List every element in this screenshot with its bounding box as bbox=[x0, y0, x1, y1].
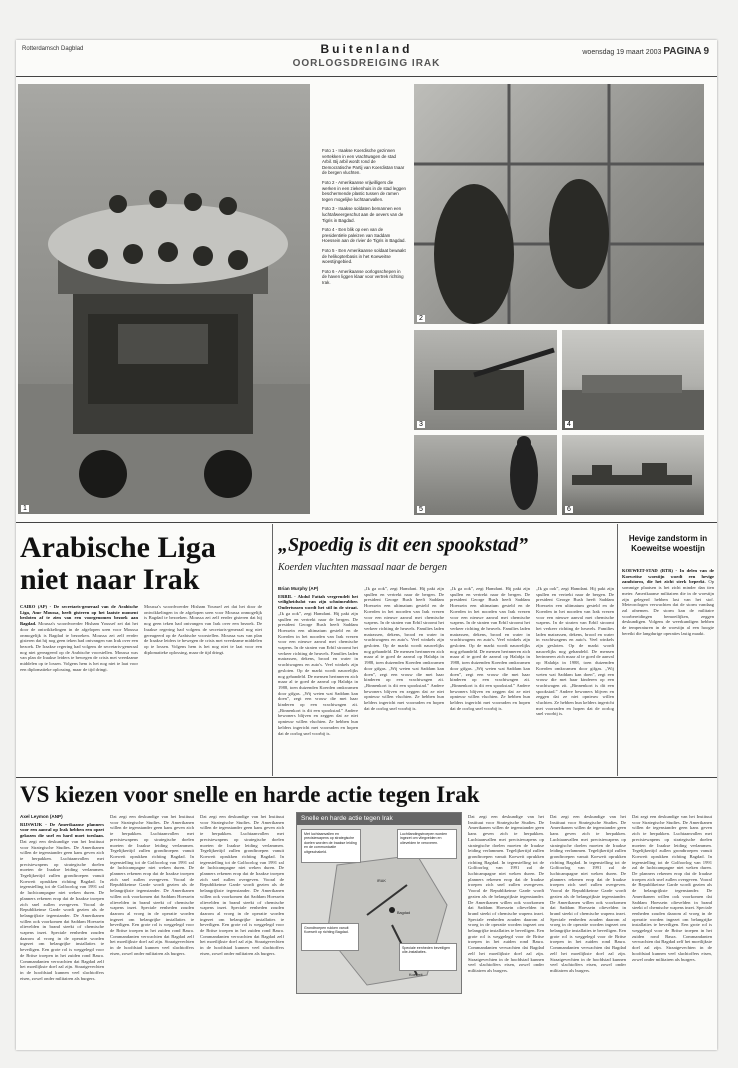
photo-number-5: 5 bbox=[419, 506, 423, 513]
photo-refugee-truck bbox=[18, 84, 310, 514]
article-spookstad-col4 bbox=[536, 586, 614, 774]
infographic-step-4: Speciale eenheden beveiligen olie-installaties. bbox=[399, 943, 457, 971]
infographic-step-3: Grondtroepen rukken vanuit Koeweit op richting Bagdad. bbox=[301, 923, 359, 951]
article4-body-cont4: Dat zegt een deskundige van het Instituut voor Strategische Studies. De Amerikanen willen de tegenstander geen kans geven zich te herpakken. Luchtaanvallen met precisiewapens op strategische doelen moeten de Iraakse leiding verlammen. Tegelijkertijd zullen grondtroepen vanuit Koeweit oprukken richting Bagdad. In tegenstelling tot de Golfoorlog van 1991 zal de luchtcampagne niet weken duren. De planners rekenen erop dat de Iraakse troepen zich snel zullen overgeven. Vooral de Republikeinse Garde wordt gezien als de belangrijkste tegenstander. De Amerikanen willen ook voorkomen dat Saddam Hoessein olievelden in brand steekt of chemische wapens inzet. Speciale eenheden zouden daarom al vroeg in de operatie worden ingezet om belangrijke installaties te beveiligen. Een grote rol is weggelegd voor de Britse troepen in het zuiden rond Basra. Commandanten verwachten dat Bagdad zelf het moeilijkste doel zal zijn. Straatgevechten in de hoofdstad kunnen veel slachtoffers eisen, zowel onder militairen als burgers. bbox=[550, 814, 626, 973]
issue-date: woensdag 19 maart 2003 bbox=[582, 49, 662, 56]
photo-anti-aircraft-gun bbox=[414, 330, 557, 430]
article1-lead: CAIRO (AP) - De secretaris-generaal van de Arabische Liga, Amr Moussa, heeft gisteren op het laatste moment besloten af te zien van een voorgenomen bezoek aan Bagdad. bbox=[20, 604, 138, 627]
photo-captions bbox=[322, 148, 406, 289]
caption-3: Foto 3 - Iraakse soldaten bemannen een luchtafweergeschut aan de oevers van de Tigris in Bagdad. bbox=[322, 206, 404, 223]
newspaper-page bbox=[16, 40, 717, 1050]
infographic-title: Snelle en harde actie tegen Irak bbox=[297, 813, 461, 825]
section-title: Buitenland bbox=[320, 42, 413, 56]
article-vs-col1 bbox=[20, 814, 104, 1044]
caption-4: Foto 4 - Een blik op een van de presidentiële paleizen van Saddam Hoessein aan de rivier de Tigris in Bagdad. bbox=[322, 227, 406, 244]
article-spookstad-col2 bbox=[364, 586, 444, 774]
article1-body-cont: Moussa's woordvoerder Hisham Youssef zei dat het door de ontwikkelingen in de afgelopen uren voor Moussa onmogelijk is Bagdad te bezoeken. Moussa zei zelf eerder gisteren dat hij nog geen teken had ontvangen van Irak over een bezoek. De Iraakse regering had volgens de secretaris-generaal nog niet gereageerd op de Arabische voorstellen. Moussa was van plan de Iraakse leiders te bewegen de crisis met vreedzame middelen op te lossen. Volgens hem is het nog niet te laat voor een diplomatieke oplossing, maar de tijd dringt. bbox=[144, 604, 262, 655]
date-and-page bbox=[582, 46, 709, 57]
photo-hospital-window bbox=[414, 84, 704, 324]
article-arabische-liga-col1 bbox=[20, 604, 138, 774]
photo-palace-tigris bbox=[562, 330, 704, 430]
caption-5: Foto 5 - Een Amerikaanse soldaat bewaakt de helikopterbasis in het Koeweitse woestijngebied. bbox=[322, 247, 406, 265]
article-vs-col3 bbox=[200, 814, 284, 1044]
article-zandstorm bbox=[622, 568, 714, 774]
article2-lead: ERBIL - Abdul Fattah vergrendelt het veiligheidsslot van zijn schuimrubber. Ondertussen wordt het stil in de straat. bbox=[278, 593, 358, 611]
article4-byline: Axel Leymon (ANP) bbox=[20, 814, 63, 819]
article3-body: Op sommige plaatsen is het zicht minder dan tien meter. Amerikaanse militairen die in de woestijn zijn gelegerd hebben last van het stof. Meteorologen verwachten dat de storm vandaag zal afnemen. De storm kan de militaire voorbereidingen bemoeilijken, zeggen deskundigen. Volgens de weerkundigen hebben de temperaturen in de woestijn al een hoogte bereikt die langdurige operaties lastig maakt. bbox=[622, 579, 714, 636]
article-arabische-liga-col2 bbox=[144, 604, 262, 774]
page-number: 9 bbox=[703, 46, 709, 57]
article4-body-cont1: Dat zegt een deskundige van het Instituut voor Strategische Studies. De Amerikanen willen de tegenstander geen kans geven zich te herpakken. Luchtaanvallen met precisiewapens op strategische doelen moeten de Iraakse leiding verlammen. Tegelijkertijd zullen grondtroepen vanuit Koeweit oprukken richting Bagdad. In tegenstelling tot de Golfoorlog van 1991 zal de luchtcampagne niet weken duren. De planners rekenen erop dat de Iraakse troepen zich snel zullen overgeven. Vooral de Republikeinse Garde wordt gezien als de belangrijkste tegenstander. De Amerikanen willen ook voorkomen dat Saddam Hoessein olievelden in brand steekt of chemische wapens inzet. Speciale eenheden zouden daarom al vroeg in de operatie worden ingezet om belangrijke installaties te beveiligen. Een grote rol is weggelegd voor de Britse troepen in het zuiden rond Basra. Commandanten verwachten dat Bagdad zelf het moeilijkste doel zal zijn. Straatgevechten in de hoofdstad kunnen veel slachtoffers eisen, zowel onder militairen als burgers. bbox=[110, 814, 194, 956]
article4-body-cont3: Dat zegt een deskundige van het Instituut voor Strategische Studies. De Amerikanen willen de tegenstander geen kans geven zich te herpakken. Luchtaanvallen met precisiewapens op strategische doelen moeten de Iraakse leiding verlammen. Tegelijkertijd zullen grondtroepen vanuit Koeweit oprukken richting Bagdad. In tegenstelling tot de Golfoorlog van 1991 zal de luchtcampagne niet weken duren. De planners rekenen erop dat de Iraakse troepen zich snel zullen overgeven. Vooral de Republikeinse Garde wordt gezien als de belangrijkste tegenstander. De Amerikanen willen ook voorkomen dat Saddam Hoessein olievelden in brand steekt of chemische wapens inzet. Speciale eenheden zouden daarom al vroeg in de operatie worden ingezet om belangrijke installaties te beveiligen. Een grote rol is weggelegd voor de Britse troepen in het zuiden rond Basra. Commandanten verwachten dat Bagdad zelf het moeilijkste doel zal zijn. Straatgevechten in de hoofdstad kunnen veel slachtoffers eisen, zowel onder militairen als burgers. bbox=[468, 814, 544, 973]
article3-lead: KOEWEIT-STAD (RTR) - In delen van de Koeweitse woestijn woedt een hevige zandstorm, die het zicht sterk beperkt. bbox=[622, 568, 714, 585]
page-label: PAGINA bbox=[663, 46, 702, 57]
photo-number-4: 4 bbox=[567, 421, 571, 428]
infographic-step-1: Met luchtaanvallen en precisiewapens op strategische doelen worden de Iraakse leiding en de communicatie uitgeschakeld. bbox=[301, 829, 361, 863]
article2-body: „Ik ga ook”, zegt Hamdani. Hij pakt zijn spullen en vertrekt naar de bergen. De president George Bush heeft Saddam Hoessein een ultimatum gesteld en de Koerden in het noorden van Irak vrezen voor een nieuwe aanval met chemische wapens. In de straten van Erbil stroomt het verkeer richting de heuvels. Families laden matrassen, dekens, brood en water in vrachtwagens en auto's. Veel winkels zijn gesloten. Op de markt wordt nauwelijks nog gehandeld. De mensen herinneren zich maar al te goed de aanval op Halabja in 1988, toen duizenden Koerden omkwamen door gifgas. „Wij weten wat Saddam kan doen”, zegt een vrouw die met haar kinderen op een vrachtwagen zit. „Binnenkort is dit een spookstad.” Andere bewoners blijven en zeggen dat ze niet opnieuw willen vluchten. Ze hebben hun kelders ingericht met voorraden en hopen dat de oorlog snel voorbij is. bbox=[278, 610, 358, 736]
headline-spookstad: „Spoedig is dit een spookstad” bbox=[278, 534, 529, 556]
article1-body: Moussa's woordvoerder Hisham Youssef zei dat het door de ontwikkelingen in de afgelopen uren voor Moussa onmogelijk is Bagdad te bezoeken. Moussa zei zelf eerder gisteren dat hij nog geen teken had ontvangen van Irak over een bezoek. De Iraakse regering had volgens de secretaris-generaal nog niet gereageerd op de Arabische voorstellen. Moussa was van plan de Iraakse leiders te bewegen de crisis met vreedzame middelen op te lossen. Volgens hem is het nog niet te laat voor een diplomatieke oplossing, maar de tijd dringt. bbox=[20, 621, 138, 672]
article4-body-cont5: Dat zegt een deskundige van het Instituut voor Strategische Studies. De Amerikanen willen de tegenstander geen kans geven zich te herpakken. Luchtaanvallen met precisiewapens op strategische doelen moeten de Iraakse leiding verlammen. Tegelijkertijd zullen grondtroepen vanuit Koeweit oprukken richting Bagdad. In tegenstelling tot de Golfoorlog van 1991 zal de luchtcampagne niet weken duren. De planners rekenen erop dat de Iraakse troepen zich snel zullen overgeven. Vooral de Republikeinse Garde wordt gezien als de belangrijkste tegenstander. De Amerikanen willen ook voorkomen dat Saddam Hoessein olievelden in brand steekt of chemische wapens inzet. Speciale eenheden zouden daarom al vroeg in de operatie worden ingezet om belangrijke installaties te beveiligen. Een grote rol is weggelegd voor de Britse troepen in het zuiden rond Basra. Commandanten verwachten dat Bagdad zelf het moeilijkste doel zal zijn. Straatgevechten in de hoofdstad kunnen veel slachtoffers eisen, zowel onder militairen als burgers. bbox=[632, 814, 712, 962]
map-label-kuwait: Koeweit bbox=[409, 973, 423, 977]
photo-number-6: 6 bbox=[567, 506, 571, 513]
article4-lead: RIJSWIJK - De Amerikaanse planners voor een aanval op Irak hebben een opzet gekozen die snel en hard moet toeslaan. bbox=[20, 821, 104, 839]
article2-body-cont1: „Ik ga ook”, zegt Hamdani. Hij pakt zijn spullen en vertrekt naar de bergen. De president George Bush heeft Saddam Hoessein een ultimatum gesteld en de Koerden in het noorden van Irak vrezen voor een nieuwe aanval met chemische wapens. In de straten van Erbil stroomt het verkeer richting de heuvels. Families laden matrassen, dekens, brood en water in vrachtwagens en auto's. Veel winkels zijn gesloten. Op de markt wordt nauwelijks nog gehandeld. De mensen herinneren zich maar al te goed de aanval op Halabja in 1988, toen duizenden Koerden omkwamen door gifgas. „Wij weten wat Saddam kan doen”, zegt een vrouw die met haar kinderen op een vrachtwagen zit. „Binnenkort is dit een spookstad.” Andere bewoners blijven en zeggen dat ze niet opnieuw willen vluchten. Ze hebben hun kelders ingericht met voorraden en hopen dat de oorlog snel voorbij is. bbox=[364, 586, 444, 711]
article-vs-col5 bbox=[550, 814, 626, 1044]
article-spookstad-col3 bbox=[450, 586, 530, 774]
article2-body-cont2: „Ik ga ook”, zegt Hamdani. Hij pakt zijn spullen en vertrekt naar de bergen. De president George Bush heeft Saddam Hoessein een ultimatum gesteld en de Koerden in het noorden van Irak vrezen voor een nieuwe aanval met chemische wapens. In de straten van Erbil stroomt het verkeer richting de heuvels. Families laden matrassen, dekens, brood en water in vrachtwagens en auto's. Veel winkels zijn gesloten. Op de markt wordt nauwelijks nog gehandeld. De mensen herinneren zich maar al te goed de aanval op Halabja in 1988, toen duizenden Koerden omkwamen door gifgas. „Wij weten wat Saddam kan doen”, zegt een vrouw die met haar kinderen op een vrachtwagen zit. „Binnenkort is dit een spookstad.” Andere bewoners blijven en zeggen dat ze niet opnieuw willen vluchten. Ze hebben hun kelders ingericht met voorraden en hopen dat de oorlog snel voorbij is. bbox=[450, 586, 530, 711]
divider-v2 bbox=[617, 524, 618, 776]
photo-warships-harbour bbox=[562, 435, 704, 515]
photo-soldier-guard bbox=[414, 435, 557, 515]
article4-body-cont2: Dat zegt een deskundige van het Instituut voor Strategische Studies. De Amerikanen willen de tegenstander geen kans geven zich te herpakken. Luchtaanvallen met precisiewapens op strategische doelen moeten de Iraakse leiding verlammen. Tegelijkertijd zullen grondtroepen vanuit Koeweit oprukken richting Bagdad. In tegenstelling tot de Golfoorlog van 1991 zal de luchtcampagne niet weken duren. De planners rekenen erop dat de Iraakse troepen zich snel zullen overgeven. Vooral de Republikeinse Garde wordt gezien als de belangrijkste tegenstander. De Amerikanen willen ook voorkomen dat Saddam Hoessein olievelden in brand steekt of chemische wapens inzet. Speciale eenheden zouden daarom al vroeg in de operatie worden ingezet om belangrijke installaties te beveiligen. Een grote rol is weggelegd voor de Britse troepen in het zuiden rond Basra. Commandanten verwachten dat Bagdad zelf het moeilijkste doel zal zijn. Straatgevechten in de hoofdstad kunnen veel slachtoffers eisen, zowel onder militairen als burgers. bbox=[200, 814, 284, 956]
infographic-step-2: Luchtlandingstroepen worden ingezet om vliegvelden en olievelden te veroveren. bbox=[397, 829, 457, 859]
article2-byline: Brian Murphy (AP) bbox=[278, 586, 319, 591]
article-vs-col4 bbox=[468, 814, 544, 1044]
subhead-spookstad: Koerden vluchten massaal naar de bergen bbox=[278, 562, 447, 573]
article-vs-col2 bbox=[110, 814, 194, 1044]
caption-1: Foto 1 - Iraakse Koerdische gezinnen vertekken in een vrachtwagen de stad Arbil. Bij arbil wordt rond de Democratische Partij van Koerdistan tnaar de bergen vluchten. bbox=[322, 148, 405, 176]
divider-top bbox=[16, 522, 717, 523]
article4-body: Dat zegt een deskundige van het Instituut voor Strategische Studies. De Amerikanen willen de tegenstander geen kans geven zich te herpakken. Luchtaanvallen met precisiewapens op strategische doelen moeten de Iraakse leiding verlammen. Tegelijkertijd zullen grondtroepen vanuit Koeweit oprukken richting Bagdad. In tegenstelling tot de Golfoorlog van 1991 zal de luchtcampagne niet weken duren. De planners rekenen erop dat de Iraakse troepen zich snel zullen overgeven. Vooral de Republikeinse Garde wordt gezien als de belangrijkste tegenstander. De Amerikanen willen ook voorkomen dat Saddam Hoessein olievelden in brand steekt of chemische wapens inzet. Speciale eenheden zouden daarom al vroeg in de operatie worden ingezet om belangrijke installaties te beveiligen. Een grote rol is weggelegd voor de Britse troepen in het zuiden rond Basra. Commandanten verwachten dat Bagdad zelf het moeilijkste doel zal zijn. Straatgevechten in de hoofdstad kunnen veel slachtoffers eisen, zowel onder militairen als burgers. bbox=[20, 838, 104, 981]
divider-mid bbox=[16, 777, 717, 778]
caption-2: Foto 2 - Amerikaanse vrijwilligers die werken in een ziekenhuis in de stad leggen beschermende plastic tussen de ramen tegen mogelijke luchtaanvallen. bbox=[322, 179, 406, 202]
headline-arabische-liga: Arabische Liga niet naar Irak bbox=[20, 531, 216, 596]
divider-v1 bbox=[272, 524, 273, 776]
caption-6: Foto 6 - Amerikaanse oorlogsschepen in de haven liggen klaar voor vertrek richting Irak. bbox=[322, 268, 404, 285]
infographic-map bbox=[296, 812, 462, 994]
headline-vs-kiezen: VS kiezen voor snelle en harde actie tegen Irak bbox=[20, 782, 480, 807]
article-spookstad-col1 bbox=[278, 586, 358, 774]
article2-body-cont3: „Ik ga ook”, zegt Hamdani. Hij pakt zijn spullen en vertrekt naar de bergen. De president George Bush heeft Saddam Hoessein een ultimatum gesteld en de Koerden in het noorden van Irak vrezen voor een nieuwe aanval met chemische wapens. In de straten van Erbil stroomt het verkeer richting de heuvels. Families laden matrassen, dekens, brood en water in vrachtwagens en auto's. Veel winkels zijn gesloten. Op de markt wordt nauwelijks nog gehandeld. De mensen herinneren zich maar al te goed de aanval op Halabja in 1988, toen duizenden Koerden omkwamen door gifgas. „Wij weten wat Saddam kan doen”, zegt een vrouw die met haar kinderen op een vrachtwagen zit. „Binnenkort is dit een spookstad.” Andere bewoners blijven en zeggen dat ze niet opnieuw willen vluchten. Ze hebben hun kelders ingericht met voorraden en hopen dat de oorlog snel voorbij is. bbox=[536, 586, 614, 717]
page-header bbox=[16, 40, 717, 77]
photo-number-2: 2 bbox=[419, 315, 423, 322]
section-subtitle: OORLOGSDREIGING IRAK bbox=[292, 58, 441, 69]
publication-name: Rotterdamsch Dagblad bbox=[22, 46, 84, 52]
headline-zandstorm: Hevige zandstorm in Koeweitse woestijn bbox=[628, 534, 708, 553]
map-label-iraq: IRAK bbox=[377, 879, 386, 883]
map-label-baghdad: Bagdad bbox=[397, 911, 411, 915]
article-vs-col6 bbox=[632, 814, 712, 1044]
photo-number-1: 1 bbox=[23, 505, 27, 512]
photo-number-3: 3 bbox=[419, 421, 423, 428]
